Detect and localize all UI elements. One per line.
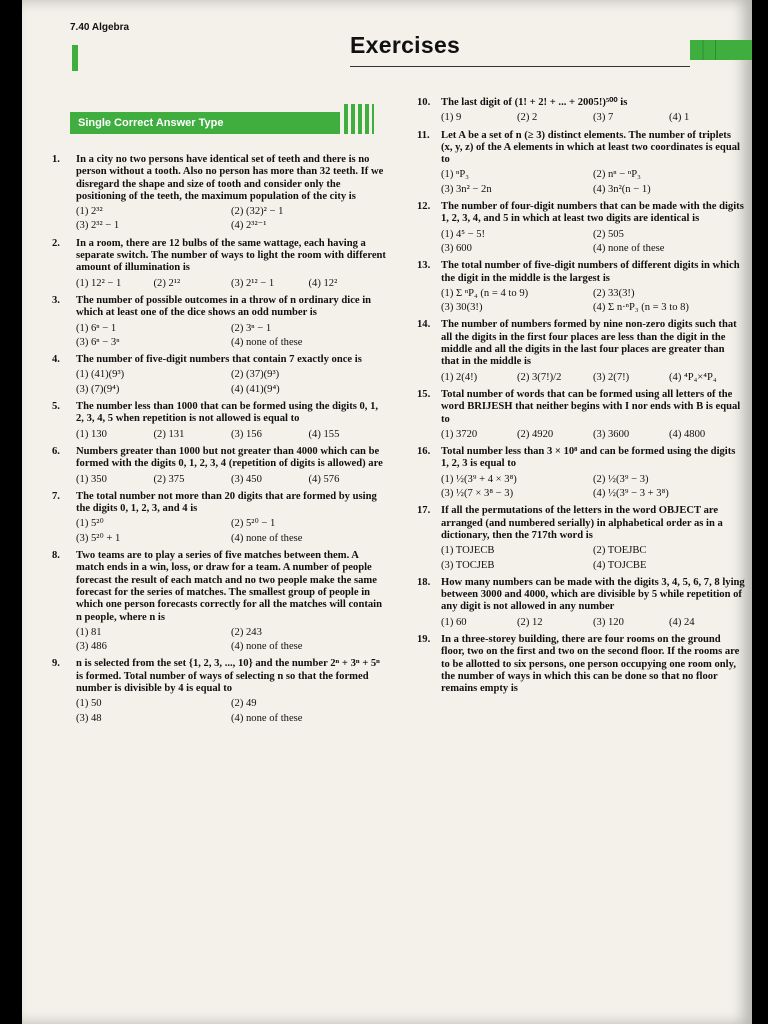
answer-options bbox=[441, 168, 745, 197]
question-text: Total number less than 3 × 10⁸ and can be formed using the digits 1, 2, 3 is equal to bbox=[441, 446, 736, 470]
answer-option: (2) 505 bbox=[593, 228, 624, 240]
answer-option: (4) TOJCBE bbox=[593, 559, 647, 571]
answer-option: (1) TOJECB bbox=[441, 545, 495, 557]
answer-options bbox=[76, 205, 386, 234]
question-number: 12. bbox=[417, 201, 431, 213]
answer-option: (2) 243 bbox=[231, 626, 262, 638]
question-item bbox=[52, 354, 386, 397]
answer-option: (4) none of these bbox=[231, 532, 303, 544]
question-number: 7. bbox=[52, 490, 60, 502]
question-number: 11. bbox=[417, 129, 430, 141]
textbook-page bbox=[22, 0, 752, 1024]
right-column bbox=[417, 97, 745, 699]
answer-option: (1) 5²⁰ bbox=[76, 518, 104, 530]
question-text: The number of numbers formed by nine non-zero digits such that all the digits in the first four places are less than the digit in the middle and all the digits in the last four places are greater than that in the middle is bbox=[441, 319, 737, 368]
question-item bbox=[417, 97, 745, 126]
question-text: Two teams are to play a series of five matches between them. A match ends in a win, loss, or draw for a team. A number of people forecast the result of each match and no two people make the same forecast for the series of matches. The smallest group of people in which one person forecasts correctly for all the matches will contain n people, where n is bbox=[76, 550, 382, 623]
question-text: The number of four-digit numbers that can be made with the digits 1, 2, 3, 4, and 5 in which at least two digits are identical is bbox=[441, 201, 744, 225]
answer-option: (4) 155 bbox=[308, 428, 340, 440]
question-number: 19. bbox=[417, 633, 431, 645]
answer-option: (2) 2¹² bbox=[153, 277, 181, 289]
green-accent-bar bbox=[72, 45, 78, 71]
answer-option: (2) 12 bbox=[517, 616, 543, 628]
answer-option: (4) 4800 bbox=[669, 428, 706, 440]
answer-options bbox=[76, 697, 386, 726]
answer-options bbox=[76, 473, 386, 487]
answer-option: (2) (37)(9³) bbox=[231, 369, 280, 381]
question-item bbox=[417, 201, 745, 256]
answer-option: (3) 7 bbox=[593, 112, 614, 124]
answer-option: (2) 3ⁿ − 1 bbox=[231, 322, 272, 334]
answer-option: (4) (41)(9⁴) bbox=[231, 383, 280, 395]
answer-options bbox=[441, 428, 745, 442]
answer-option: (3) 48 bbox=[76, 712, 102, 724]
question-number: 16. bbox=[417, 446, 431, 458]
answer-option: (4) 2³²⁻¹ bbox=[231, 220, 267, 232]
banner-stripes bbox=[344, 104, 374, 134]
question-number: 13. bbox=[417, 260, 431, 272]
answer-option: (2) ½(3⁹ − 3) bbox=[593, 473, 649, 485]
answer-option: (4) none of these bbox=[231, 336, 303, 348]
question-item bbox=[52, 658, 386, 725]
answer-option: (2) TOEJBC bbox=[593, 545, 647, 557]
answer-option: (3) 2¹² − 1 bbox=[231, 277, 275, 289]
answer-options bbox=[441, 111, 745, 125]
question-text: In a city no two persons have identical set of teeth and there is no person without a tooth. Also no person has more than 32 teeth. If we disregard the shape and size of tooth and consider only the positioning of the teeth, the maximum population of the city is bbox=[76, 154, 384, 202]
question-text: n is selected from the set {1, 2, 3, ..., 10} and the number 2ⁿ + 3ⁿ + 5ⁿ is formed. Total number of ways of selecting n so that the formed number is divisible by 4 is equal to bbox=[76, 658, 380, 694]
page-title: Exercises bbox=[350, 32, 461, 58]
answer-option: (4) none of these bbox=[231, 712, 303, 724]
answer-option: (4) none of these bbox=[593, 242, 665, 254]
question-number: 1. bbox=[52, 154, 60, 165]
question-number: 10. bbox=[417, 97, 431, 108]
answer-option: (4) 1 bbox=[669, 112, 690, 124]
answer-option: (1) 50 bbox=[76, 698, 102, 710]
question-item bbox=[417, 389, 745, 442]
question-number: 5. bbox=[52, 401, 60, 413]
answer-option: (3) 5²⁰ + 1 bbox=[76, 532, 121, 544]
answer-option: (3) 600 bbox=[441, 242, 472, 254]
answer-option: (3) 2(7!) bbox=[593, 371, 630, 383]
answer-option: (1) 2³² bbox=[76, 206, 103, 218]
question-item bbox=[417, 505, 745, 572]
answer-option: (2) 375 bbox=[153, 473, 185, 485]
answer-option: (2) 2 bbox=[517, 112, 538, 124]
answer-option: (4) 12² bbox=[308, 277, 338, 289]
question-item bbox=[52, 401, 386, 442]
answer-option: (3) 120 bbox=[593, 616, 624, 628]
answer-options bbox=[441, 544, 745, 573]
question-text: The number of possible outcomes in a throw of n ordinary dice in which at least one of the dice shows an odd number is bbox=[76, 294, 372, 319]
question-item bbox=[417, 319, 745, 384]
question-item bbox=[52, 446, 386, 487]
answer-option: (3) 2³² − 1 bbox=[76, 220, 120, 232]
answer-option: (1) 12² − 1 bbox=[76, 277, 122, 289]
answer-option: (3) 3n² − 2n bbox=[441, 183, 492, 195]
answer-option: (4) none of these bbox=[231, 641, 303, 653]
answer-option: (4) ½(3⁹ − 3 + 3⁸) bbox=[593, 488, 669, 500]
answer-option: (3) 30(3!) bbox=[441, 302, 483, 314]
answer-option: (2) (32)² − 1 bbox=[231, 206, 284, 218]
answer-options bbox=[441, 616, 745, 630]
green-header-strip bbox=[690, 40, 752, 60]
question-number: 18. bbox=[417, 576, 431, 588]
question-item bbox=[417, 634, 745, 695]
answer-option: (1) 3720 bbox=[441, 428, 478, 440]
question-number: 6. bbox=[52, 445, 60, 457]
question-number: 3. bbox=[52, 294, 60, 306]
answer-options bbox=[441, 228, 745, 257]
answer-options bbox=[76, 517, 386, 546]
answer-option: (4) 576 bbox=[308, 473, 340, 485]
question-item bbox=[417, 130, 745, 197]
question-number: 15. bbox=[417, 388, 431, 400]
question-text: How many numbers can be made with the digits 3, 4, 5, 6, 7, 8 lying between 3000 and 4000, which are divisible by 5 while repetition of any digit is not allowed in any number bbox=[441, 576, 745, 613]
answer-option: (2) nⁿ − ⁿP₃ bbox=[593, 169, 641, 181]
answer-option: (3) 3600 bbox=[593, 428, 630, 440]
question-item bbox=[417, 577, 745, 630]
answer-option: (2) 4920 bbox=[517, 428, 554, 440]
answer-options bbox=[441, 371, 745, 385]
answer-option: (4) 3n²(n − 1) bbox=[593, 183, 651, 195]
question-text: The total number of five-digit numbers of different digits in which the digit in the middle is the largest is bbox=[441, 260, 740, 284]
question-number: 8. bbox=[52, 550, 60, 562]
answer-option: (1) 6ⁿ − 1 bbox=[76, 322, 117, 334]
answer-option: (4) ⁴P₄×⁴P₄ bbox=[669, 371, 717, 383]
answer-option: (2) 33(3!) bbox=[593, 287, 635, 299]
question-item bbox=[52, 550, 386, 654]
answer-option: (1) 9 bbox=[441, 112, 462, 124]
question-item bbox=[52, 238, 386, 291]
question-number: 2. bbox=[52, 237, 60, 249]
question-number: 4. bbox=[52, 354, 60, 366]
title-underline bbox=[350, 66, 690, 67]
question-item bbox=[52, 295, 386, 350]
answer-option: (1) 2(4!) bbox=[441, 371, 478, 383]
answer-option: (2) 3(7!)/2 bbox=[517, 371, 562, 383]
answer-options bbox=[441, 287, 745, 316]
question-item bbox=[52, 154, 386, 234]
question-text: The last digit of (1! + 2! + ... + 2005!)⁵⁰⁰ is bbox=[441, 97, 628, 108]
answer-option: (1) 81 bbox=[76, 626, 102, 638]
answer-option: (1) ⁿP₃ bbox=[441, 169, 469, 181]
answer-option: (1) 4⁵ − 5! bbox=[441, 228, 486, 240]
answer-options bbox=[76, 368, 386, 397]
question-text: In a room, there are 12 bulbs of the same wattage, each having a separate switch. The number of ways to light the room with different amount of illumination is bbox=[76, 237, 386, 274]
answer-options bbox=[76, 277, 386, 291]
question-item bbox=[417, 260, 745, 315]
question-text: Let A be a set of n (≥ 3) distinct elements. The number of triplets (x, y, z) of the A elements in which at least two coordinates is equal to bbox=[441, 129, 740, 166]
question-text: If all the permutations of the letters in the word OBJECT are arranged (and numbered serially) in alphabetical order as in a dictionary, then the 717th word is bbox=[441, 505, 723, 541]
question-text: Numbers greater than 1000 but not greater than 4000 which can be formed with the digits 0, 1, 2, 3, 4 (repetition of digits is allowed) are bbox=[76, 445, 383, 470]
question-text: In a three-storey building, there are four rooms on the ground floor, two on the first and two on the second floor. If the rooms are to be allotted to six persons, one person occupying one room only, the number of ways in which this can be done so that no floor remains empty is bbox=[441, 633, 740, 695]
answer-option: (2) 131 bbox=[153, 428, 185, 440]
answer-option: (4) Σ n·ⁿP₃ (n = 3 to 8) bbox=[593, 302, 689, 314]
answer-options bbox=[76, 322, 386, 351]
question-number: 17. bbox=[417, 505, 431, 517]
left-column bbox=[52, 154, 386, 730]
answer-options bbox=[441, 473, 745, 502]
question-text: The number of five-digit numbers that contain 7 exactly once is bbox=[76, 354, 362, 366]
question-item bbox=[52, 491, 386, 546]
answer-option: (1) (41)(9³) bbox=[76, 369, 125, 381]
answer-option: (2) 49 bbox=[231, 698, 257, 710]
question-number: 14. bbox=[417, 319, 431, 331]
answer-option: (4) 24 bbox=[669, 616, 695, 628]
question-item bbox=[417, 446, 745, 501]
answer-option: (1) 60 bbox=[441, 616, 467, 628]
answer-options bbox=[76, 428, 386, 442]
answer-option: (3) 156 bbox=[231, 428, 262, 440]
answer-option: (1) 350 bbox=[76, 473, 107, 485]
answer-option: (2) 5²⁰ − 1 bbox=[231, 518, 276, 530]
answer-option: (1) Σ ⁿP₄ (n = 4 to 9) bbox=[441, 287, 529, 299]
section-banner: Single Correct Answer Type bbox=[70, 112, 340, 134]
answer-option: (1) 130 bbox=[76, 428, 107, 440]
answer-option: (3) 6ⁿ − 3ⁿ bbox=[76, 336, 120, 348]
question-text: Total number of words that can be formed using all letters of the word BRIJESH that neither begins with I nor ends with B is equal to bbox=[441, 388, 741, 425]
answer-option: (3) 486 bbox=[76, 641, 107, 653]
answer-option: (1) ½(3⁹ + 4 × 3⁸) bbox=[441, 473, 517, 485]
answer-option: (3) ½(7 × 3⁸ − 3) bbox=[441, 488, 514, 500]
answer-options bbox=[76, 626, 386, 655]
page-header: 7.40 Algebra bbox=[70, 22, 130, 33]
question-text: The number less than 1000 that can be formed using the digits 0, 1, 2, 3, 4, 5 when repetition is not allowed is equal to bbox=[76, 401, 379, 425]
answer-option: (3) TOCJEB bbox=[441, 559, 495, 571]
question-number: 9. bbox=[52, 658, 60, 670]
answer-option: (3) 450 bbox=[231, 473, 262, 485]
question-text: The total number not more than 20 digits that are formed by using the digits 0, 1, 2, 3, and 4 is bbox=[76, 490, 377, 515]
answer-option: (3) (7)(9⁴) bbox=[76, 383, 120, 395]
